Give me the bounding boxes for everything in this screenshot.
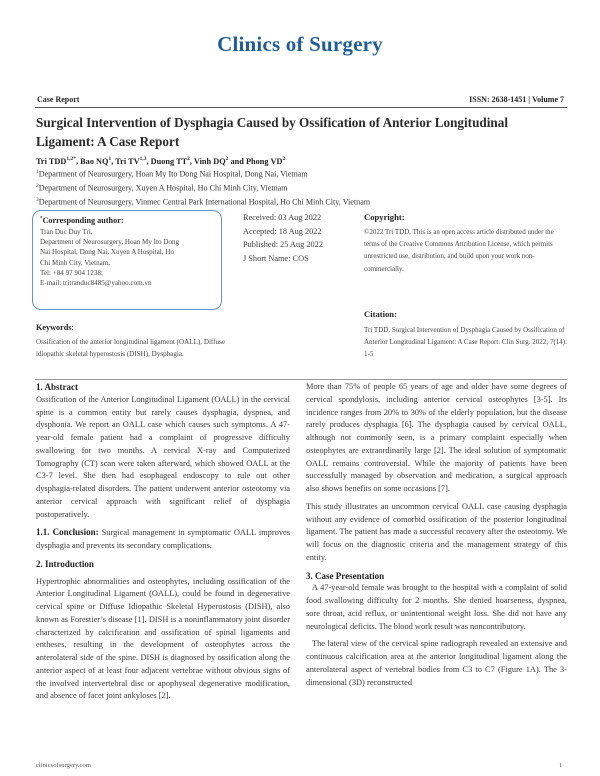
introduction-heading: 2. Introduction xyxy=(36,558,94,569)
section-divider xyxy=(35,379,567,380)
conclusion-paragraph: 1.1. Conclusion: Surgical management in symptomatic OALL improves dysphagia and prevents its secondary complications. xyxy=(36,527,291,550)
abstract-heading: 1. Abstract xyxy=(36,382,78,392)
publication-dates xyxy=(243,211,361,265)
journal-title: Clinics of Surgery xyxy=(217,32,383,56)
author: Tri TV xyxy=(115,156,140,166)
affiliation: $^1$Department of Neurosurgery, Hoan My Ito Dong Nai Hospital, Dong Nai, Vietnam xyxy=(36,169,308,179)
affiliation: $^2$Department of Neurosurgery, Xuyen A Hospital, Ho Chi Minh City, Vietnam xyxy=(36,183,288,193)
author: Vinh DQ xyxy=(193,156,226,166)
author: Bao NQ xyxy=(80,156,109,166)
corresponding-heading: *Corresponding author: xyxy=(40,216,124,225)
corresponding-line: Chi Minh City, Vietnam, xyxy=(40,258,111,267)
body-paragraph: This study illustrates an uncommon cervical OALL case causing dysphagia without any evidence of comorbid ossification of the posterior longitudinal ligament. The patient has made a successful recovery after the osteotomy. We will focus on the diagnostic criteria and the management strategy of this entity. xyxy=(306,501,567,562)
keywords-text: Ossification of the anterior longitudinal ligament (OALL), Diffuse idiopathic skeletal hyperostosis (DISH), Dysphagia. xyxy=(36,338,225,358)
corresponding-line: Department of Neurosurgery, Hoan My Ito Dong xyxy=(40,238,180,247)
introduction-text: Hypertrophic abnormalities and osteophytes, including ossification of the Anterior Longitudinal Ligament (OALL), could be found in degenerative cervical spine or Diffuse Idiopathic Skeletal Hyperostosis (DISH), also known as Forestier’s disease [1]. DISH is a noninflammatory joint disorder characterized by calcification and ossification of spinal ligaments and entheses, resulting in the development of osteophytes across the anterolateral side of the spine. DISH is diagnosed by ossification along the anterior aspect of at least four adjacent vertebrae without obvious signs of the involved intervertebral disc or apophyseal degenerative modification, and absence of facet joint ankyloses [2]. xyxy=(36,576,290,701)
issn: ISSN: 2638-1451 xyxy=(469,95,527,104)
footer-site[interactable]: clinicsofsurgery.com xyxy=(36,762,91,769)
copyright-text: ©2022 Tri TDD, This is an open access article distributed under the terms of the Creative Commons Attribution License, which permits unrestricted use, distribution, and build upon your work non-commercially. xyxy=(364,228,554,273)
published-date: Published: 25 Aug 2022 xyxy=(243,240,323,250)
abstract-text: Ossification of the Anterior Longitudinal Ligament (OALL) in the cervical spine is a common entity but rarely causes dysphagia, dyspnea, and dysphonia. We report an OALL case which causes such symptoms. A 47-year-old female patient had a complaint of progressive difficulty swallowing for two months. A cervical X-ray and Computerized Tomography (CT) scan were taken afterward, which showed OALL at the C3-7 level. She then had esophageal endoscopy to rule out other dysphagia-related disorders. The patient underwent anterior osteotomy via anterior cervical approach with significant relief of dysphagia postoperatively. xyxy=(36,394,290,519)
left-column xyxy=(36,381,290,703)
page-number: 1 xyxy=(559,762,563,769)
corresponding-author-box xyxy=(32,210,222,310)
corresponding-email[interactable]: E-mail: tritranduc8485@yahoo.com.vn xyxy=(40,279,152,288)
body-paragraph: More than 75% of people 65 years of age and older have some degrees of cervical spondylosis, including anterior cervical osteophytes [3-5]. Its incidence ranges from 20% to 30% of the elderly population, but the disease rarely produces dysphagia [6]. The dysphagia caused by cervical OALL, although not commonly seen, is a primary complaint especially when osteophytes are extraordinarily large [2]. The ideal solution of symptomatic OALL remains controversial. While the majority of patients have been successfully managed by observation and medication, a surgical approach also shows benefits on some occasions [7]. xyxy=(306,382,567,493)
copyright-heading: Copyright: xyxy=(364,212,405,222)
affiliation: $^3$Department of Neurosurgery, Vinmec Central Park International Hospital, Ho Chi Minh City, Vietnam xyxy=(36,197,371,207)
corresponding-phone: Tel: +84 97 904 1238; xyxy=(40,268,104,277)
right-column xyxy=(306,381,567,689)
case-paragraph: The lateral view of the cervical spine radiograph revealed an extensive and continuous calcification area at the anterior longitudinal ligament along the anterolateral aspect of vertebral bodies from C3 to C7 (Figure 1A). The 3-dimensional (3D) reconstructed xyxy=(306,639,567,687)
case-paragraph: A 47-year-old female was brought to the hospital with a complaint of solid food swallowing difficulty for 2 months. She denied hoarseness, dyspnea, sore throat, acid reflux, or unintentional weight loss. She did not have any neurological deficits. The blood work result was noncontributory. xyxy=(306,583,567,631)
author: Phong VD xyxy=(245,156,283,166)
volume: Volume 7 xyxy=(532,95,564,104)
corresponding-line: Nai Hospital, Dong Nai, Xuyen A Hospital, Ho xyxy=(40,248,174,257)
article-title: Surgical Intervention of Dysphagia Caused by Ossification of Anterior Longitudinal Ligament: A Case Report xyxy=(36,115,508,149)
corresponding-line: Tran Duc Duy Tri, xyxy=(40,228,93,236)
article-type: Case Report xyxy=(37,95,80,104)
author-list: Tri $TDD^{1,2*}$, Bao $NQ^1$, Tri TV$^{1,3}$, Duong $TT^2$, Vinh $DQ^2$ and Phong $VD^2$ xyxy=(36,156,286,166)
keywords-heading: Keywords: xyxy=(36,323,74,332)
citation-heading: Citation: xyxy=(364,309,397,319)
received-date: Received: 03 Aug 2022 xyxy=(243,213,322,222)
short-name: J Short Name: COS xyxy=(243,253,309,263)
header-divider xyxy=(35,107,567,108)
author: Duong TT xyxy=(150,156,188,166)
author: Tri TDD xyxy=(36,156,67,166)
citation-text: Tri TDD. Surgical Intervention of Dysphagia Caused by Ossification of Anterior Longitudinal Ligament: A Case Report. Clin Surg. 2022; 7(14): 1-5 xyxy=(364,326,568,359)
accepted-date: Accepted: 18 Aug 2022 xyxy=(243,226,322,236)
issn-volume: ISSN: 2638-1451 | Volume 7 xyxy=(469,95,564,104)
case-presentation-heading: 3. Case Presentation xyxy=(306,570,385,581)
